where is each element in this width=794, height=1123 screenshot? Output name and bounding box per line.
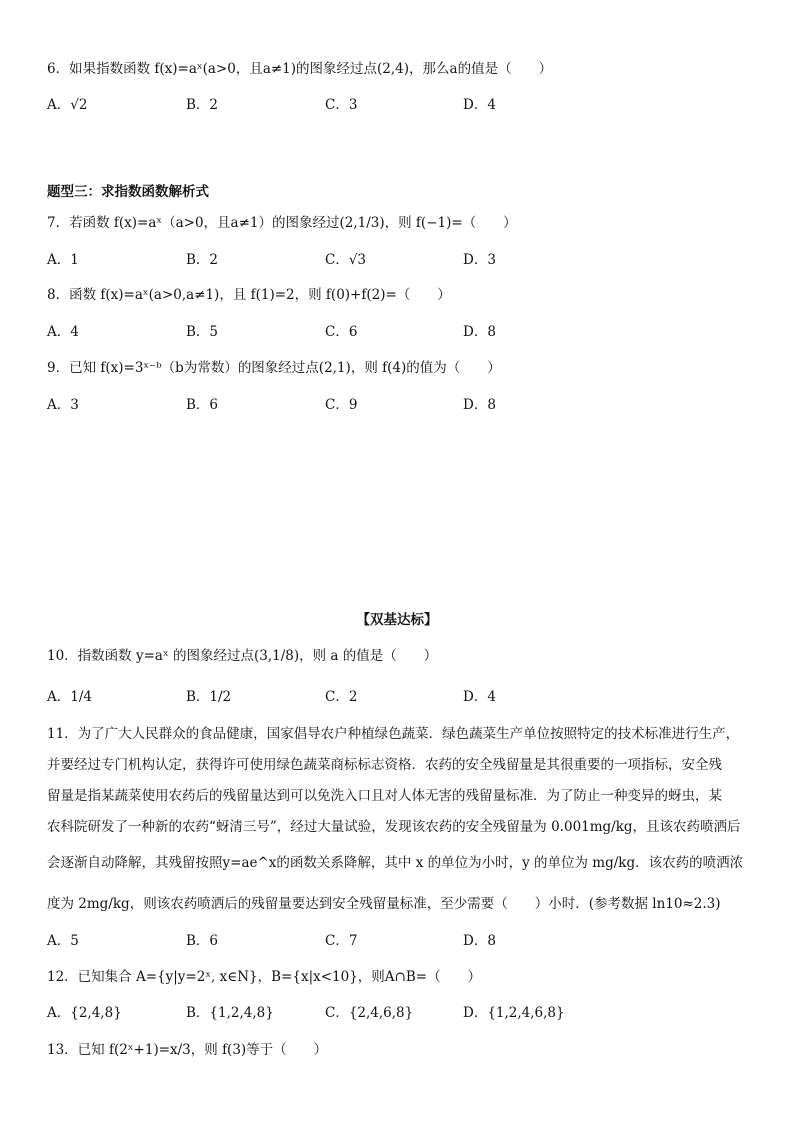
q7-stem: 7．若函数 f(x)=aˣ（a>0，且a≠1）的图象经过(2,1/3)，则 f(−1)=（ ） [47,215,517,231]
q11-option-b: B．6 [186,933,219,949]
q11-option-c: C．7 [325,933,358,949]
q12-option-c: C．{2,4,6,8} [325,1005,414,1021]
q9-option-c: C．9 [325,397,358,413]
q10-option-d: D．4 [463,689,496,705]
q10-option-a: A．1/4 [47,689,92,705]
q12-option-a: A．{2,4,8} [47,1005,122,1021]
q12-option-d: D．{1,2,4,6,8} [463,1005,565,1021]
q11-option-a: A．5 [47,933,79,949]
q6-option-d: D．4 [463,97,496,113]
q11-line-4: 农科院研发了一种新的农药“蚜清三号”，经过大量试验，发现该农药的安全残留量为 0.001mg/kg，且该农药喷洒后 [47,819,741,835]
q8-stem: 8．函数 f(x)=aˣ(a>0,a≠1)，且 f(1)=2，则 f(0)+f(2)=（ ） [47,287,451,303]
q6-option-b: B．2 [186,97,219,113]
q12-stem: 12．已知集合 A={y|y=2ˣ, x∈N}，B={x|x<10}，则A∩B=（ ） [47,969,482,985]
q11-option-d: D．8 [463,933,496,949]
q9-stem: 9．已知 f(x)=3ˣ⁻ᵇ（b为常数）的图象经过点(2,1)，则 f(4)的值为（ ） [47,360,501,376]
q8-option-c: C．6 [325,324,358,340]
q8-option-d: D．8 [463,324,496,340]
q7-option-b: B．2 [186,252,219,268]
q6-option-a: A．√2 [47,97,88,113]
q10-option-c: C．2 [325,689,358,705]
q12-option-b: B．{1,2,4,8} [186,1005,274,1021]
section-title-shuangji: 【双基达标】 [356,612,438,628]
q9-option-a: A．3 [47,397,79,413]
q7-option-a: A．1 [47,252,79,268]
q10-option-b: B．1/2 [186,689,232,705]
q11-line-5: 会逐渐自动降解，其残留按照y=ae^x的函数关系降解，其中 x 的单位为小时，y 的单位为 mg/kg．该农药的喷洒浓 [47,855,744,871]
q11-line-2: 并要经过专门机构认定，获得许可使用绿色蔬菜商标标志资格．农药的安全残留量是其很重要的一项指标，安全残 [47,757,722,773]
q7-option-c: C．√3 [325,252,367,268]
q10-stem: 10．指数函数 y=aˣ 的图象经过点(3,1/8)，则 a 的值是（ ） [47,648,438,664]
q11-line-1: 11．为了广大人民群众的食品健康，国家倡导农户种植绿色蔬菜．绿色蔬菜生产单位按照特定的技术标准进行生产， [47,726,740,742]
q13-stem: 13．已知 f(2ˣ+1)=x/3，则 f(3)等于（ ） [47,1042,328,1058]
q8-option-a: A．4 [47,324,79,340]
q11-line-6: 度为 2mg/kg，则该农药喷洒后的残留量要达到安全残留量标准，至少需要（ ）小时．(参考数据 ln10≈2.3) [47,896,721,912]
section-title-type3: 题型三：求指数函数解析式 [47,184,209,200]
q11-line-3: 留量是指某蔬菜使用农药后的残留量达到可以免洗入口且对人体无害的残留量标准．为了防止一种变异的蚜虫，某 [47,788,722,804]
q6-stem: 6．如果指数函数 f(x)=aˣ(a>0，且a≠1)的图象经过点(2,4)，那么a的值是（ ） [47,61,553,77]
q6-option-c: C．3 [325,97,358,113]
q9-option-b: B．6 [186,397,219,413]
q7-option-d: D．3 [463,252,496,268]
q9-option-d: D．8 [463,397,496,413]
q8-option-b: B．5 [186,324,219,340]
